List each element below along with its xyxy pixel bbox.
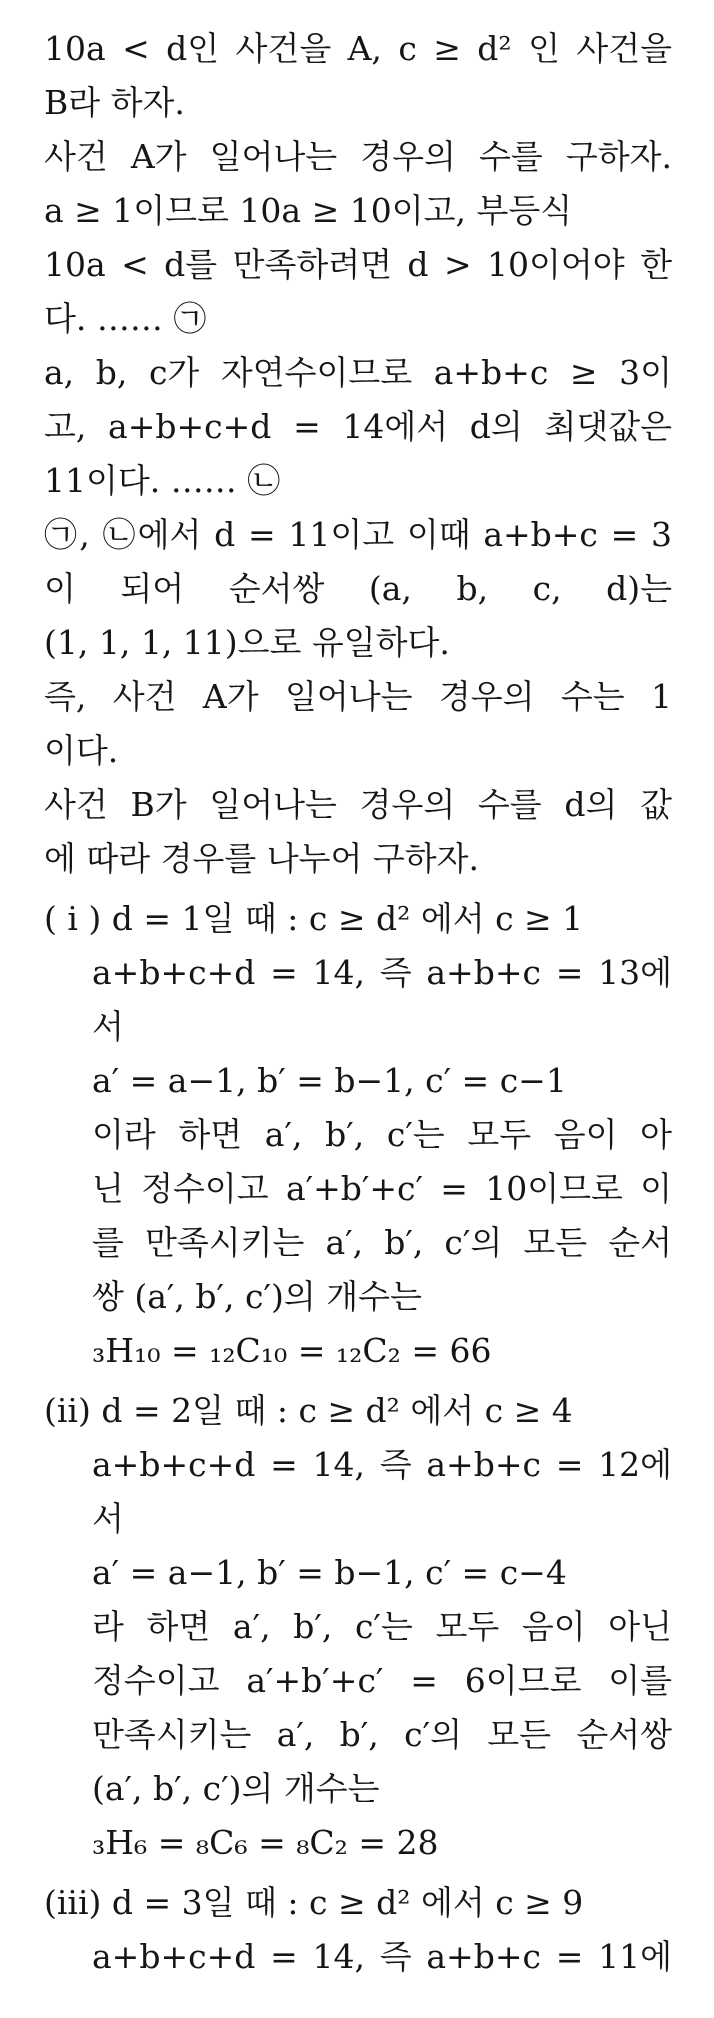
text-line: 다. …… ㉠ (44, 299, 207, 338)
text-line: a ≥ 1이므로 10a ≥ 10이고, 부등식 (44, 191, 573, 230)
text-line: a+b+c+d = 14, 즉 a+b+c = 12에 (92, 1445, 672, 1484)
text-line: 10a < d를 만족하려면 d > 10이어야 한 (44, 245, 672, 284)
text-line: (iii) d = 3일 때 : c ≥ d² 에서 c ≥ 9 (44, 1883, 584, 1922)
text-line: 만족시키는 a′, b′, c′의 모든 순서쌍 (92, 1715, 672, 1754)
text-line: a, b, c가 자연수이므로 a+b+c ≥ 3이 (44, 353, 672, 392)
text-line: ( i ) d = 1일 때 : c ≥ d² 에서 c ≥ 1 (44, 899, 584, 938)
text-line: 에 따라 경우를 나누어 구하자. (44, 839, 479, 878)
text-line: 라 하면 a′, b′, c′는 모두 음이 아닌 (92, 1607, 672, 1646)
text-line: 쌍 (a′, b′, c′)의 개수는 (92, 1277, 422, 1316)
text-line: 10a < d인 사건을 A, c ≥ d² 인 사건을 (44, 29, 672, 68)
text-line: B라 하자. (44, 83, 185, 122)
text-line: 서 (92, 1007, 124, 1046)
text-line: (ii) d = 2일 때 : c ≥ d² 에서 c ≥ 4 (44, 1391, 573, 1430)
text-line: ₃H₁₀ = ₁₂C₁₀ = ₁₂C₂ = 66 (92, 1331, 492, 1370)
text-line: 를 만족시키는 a′, b′, c′의 모든 순서 (92, 1223, 672, 1262)
text-line: (1, 1, 1, 11)으로 유일하다. (44, 623, 450, 662)
text-line: 이 되어 순서쌍 (a, b, c, d)는 (44, 569, 672, 608)
text-line: (a′, b′, c′)의 개수는 (92, 1769, 380, 1808)
text-line: a′ = a−1, b′ = b−1, c′ = c−4 (92, 1553, 567, 1592)
text-line: ₃H₆ = ₈C₆ = ₈C₂ = 28 (92, 1823, 439, 1862)
text-line: 사건 B가 일어나는 경우의 수를 d의 값 (44, 785, 672, 824)
text-line: a′ = a−1, b′ = b−1, c′ = c−1 (92, 1061, 567, 1100)
text-line: 이다. (44, 731, 119, 770)
text-line: 닌 정수이고 a′+b′+c′ = 10이므로 이 (92, 1169, 672, 1208)
text-line: ㉠, ㉡에서 d = 11이고 이때 a+b+c = 3 (44, 515, 672, 554)
text-line: 11이다. …… ㉡ (44, 461, 281, 500)
text-line: a+b+c+d = 14, 즉 a+b+c = 13에 (92, 953, 672, 992)
text-line: 정수이고 a′+b′+c′ = 6이므로 이를 (92, 1661, 672, 1700)
text-line: 서 (92, 1499, 124, 1538)
text-line: a+b+c+d = 14, 즉 a+b+c = 11에 (92, 1937, 672, 1976)
text-line: 사건 A가 일어나는 경우의 수를 구하자. (44, 137, 672, 176)
text-line: 즉, 사건 A가 일어나는 경우의 수는 1 (44, 677, 672, 716)
text-line: 고, a+b+c+d = 14에서 d의 최댓값은 (44, 407, 672, 446)
text-line: 이라 하면 a′, b′, c′는 모두 음이 아 (92, 1115, 672, 1154)
